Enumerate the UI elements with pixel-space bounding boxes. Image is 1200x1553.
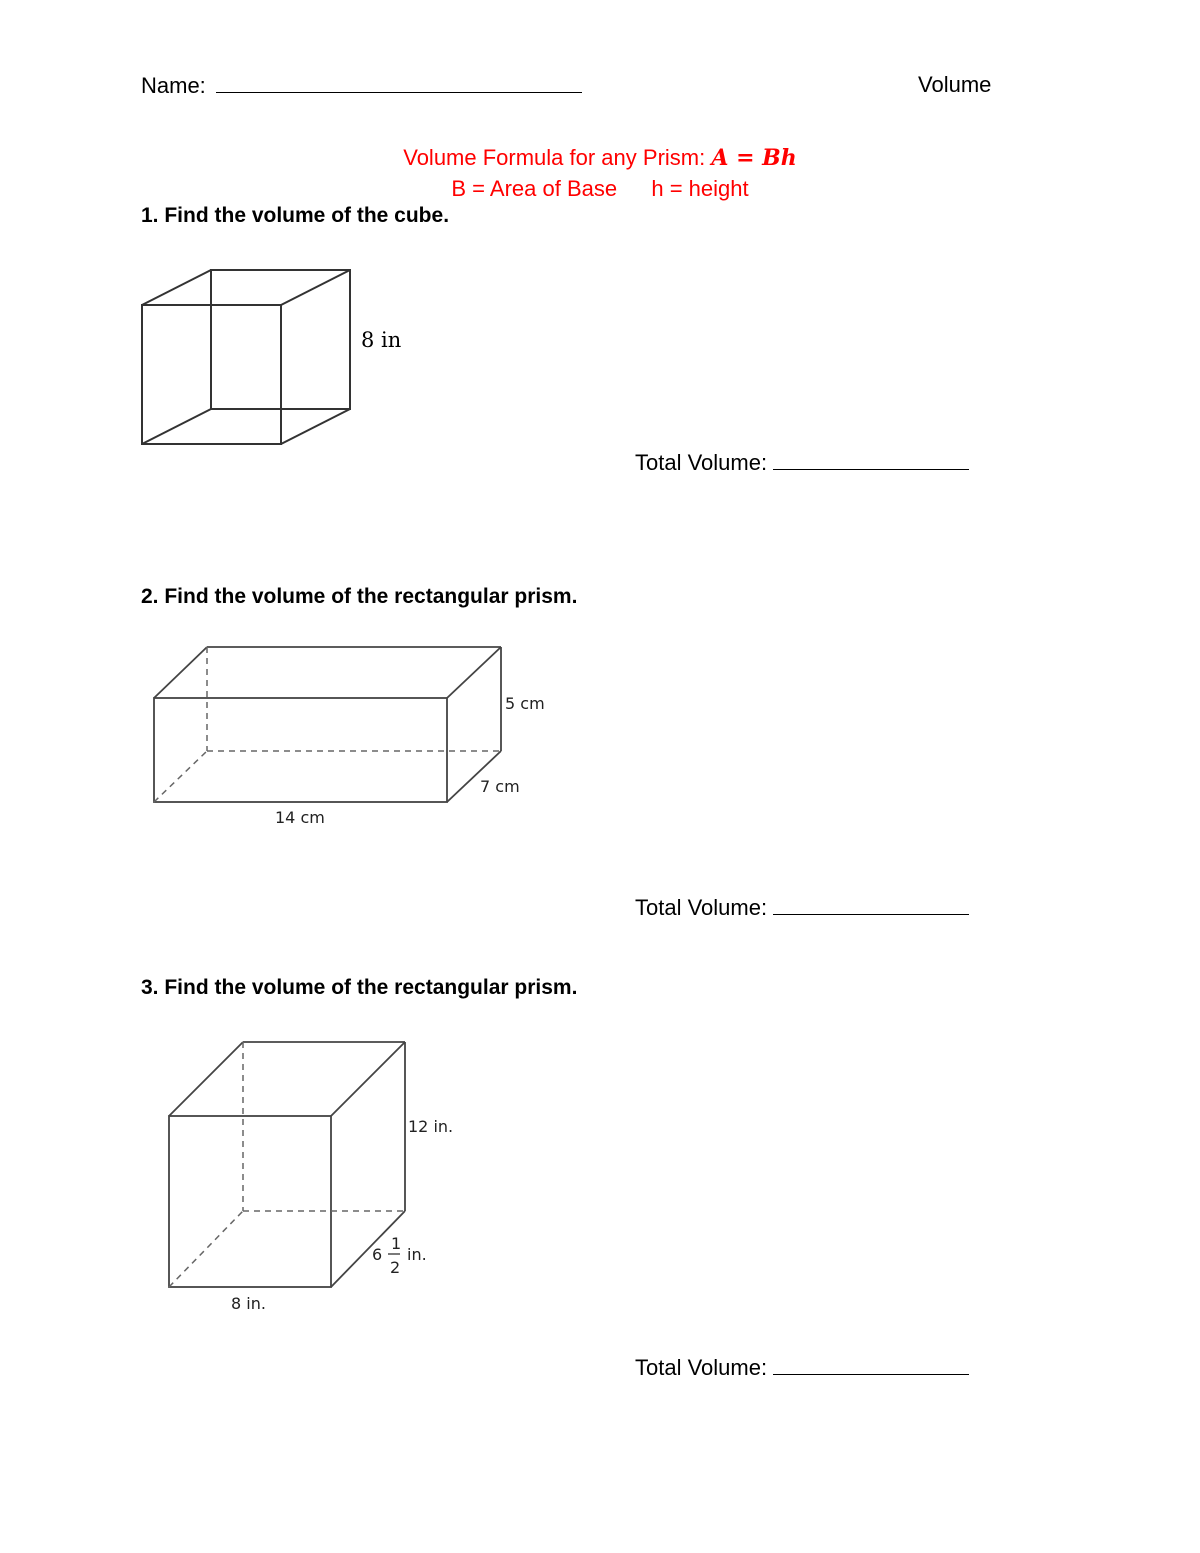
answer-input-line[interactable] xyxy=(773,894,969,915)
prism-3-depth-label xyxy=(372,1234,427,1277)
prism-2-depth-label: 7 cm xyxy=(480,777,520,796)
prism-2-height-label: 5 cm xyxy=(505,694,545,713)
formula-line-2 xyxy=(0,176,1200,202)
depth-whole-number: 6 xyxy=(372,1245,383,1264)
question-2-answer xyxy=(635,894,969,921)
prism-3-height-label: 12 in. xyxy=(408,1117,454,1136)
worksheet-topic: Volume xyxy=(918,72,992,97)
depth-numerator: 1 xyxy=(391,1234,402,1253)
question-1-answer xyxy=(635,449,969,476)
answer-input-line[interactable] xyxy=(773,449,969,470)
question-2-prompt: 2. Find the volume of the rectangular prism. xyxy=(141,585,578,608)
question-3-answer xyxy=(635,1354,969,1381)
prism-3-length-label: 8 in. xyxy=(231,1294,266,1313)
total-volume-label: Total Volume: xyxy=(635,450,768,475)
prism-2-front-face xyxy=(154,698,447,802)
prism-3-hidden-edges xyxy=(169,1042,405,1287)
formula-line-1 xyxy=(0,145,1200,171)
formula-height-definition: h = height xyxy=(651,176,749,201)
depth-denominator: 2 xyxy=(390,1258,401,1277)
total-volume-label: Total Volume: xyxy=(635,1355,768,1380)
rectangular-prism-diagram-2 xyxy=(140,635,570,835)
name-input-line[interactable] xyxy=(216,72,582,93)
question-3-prompt: 3. Find the volume of the rectangular prism. xyxy=(141,976,578,999)
prism-2-hidden-edges xyxy=(154,647,501,802)
name-label: Name: xyxy=(141,73,206,98)
formula-base-definition: B = Area of Base xyxy=(451,176,618,201)
total-volume-label: Total Volume: xyxy=(635,895,768,920)
cube-diagram xyxy=(130,258,430,458)
question-1-prompt: 1. Find the volume of the cube. xyxy=(141,204,450,227)
name-field-row xyxy=(141,72,582,99)
cube-edge-label: 8 in xyxy=(361,328,402,352)
rectangular-prism-diagram-3 xyxy=(150,1030,480,1320)
formula-description: Volume Formula for any Prism: xyxy=(403,145,706,170)
prism-2-length-label: 14 cm xyxy=(275,808,325,827)
answer-input-line[interactable] xyxy=(773,1354,969,1375)
depth-unit: in. xyxy=(407,1245,427,1264)
formula-math: A = Bh xyxy=(711,145,797,171)
